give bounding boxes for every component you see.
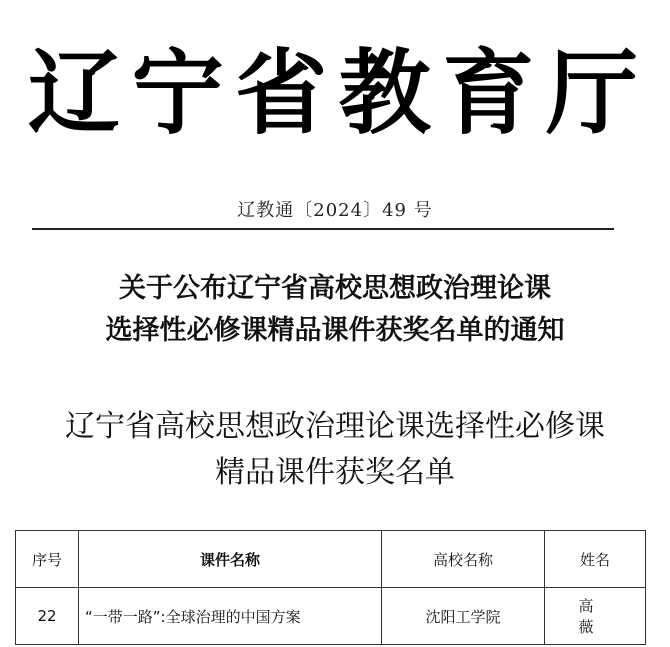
document-number: 辽教通〔2024〕49 号 (237, 200, 433, 221)
table-header-row (16, 531, 646, 588)
header-university: 高校名称 (382, 531, 545, 588)
header-index: 序号 (16, 531, 79, 588)
masthead-char: 教 (338, 39, 431, 147)
notice-title-line: 选择性必修课精品课件获奖名单的通知 (105, 315, 565, 346)
notice-title (0, 268, 670, 352)
header-name: 姓名 (545, 531, 646, 588)
header-divider (32, 228, 614, 230)
issuer-masthead (28, 38, 638, 148)
masthead-char: 厅 (545, 39, 638, 147)
notice-title-line: 关于公布辽宁省高校思想政治理论课 (119, 273, 551, 304)
list-title-line: 精品课件获奖名单 (215, 455, 455, 490)
masthead-char: 育 (442, 39, 535, 147)
masthead-char: 辽 (28, 39, 121, 147)
header-courseware: 课件名称 (79, 531, 382, 588)
cell-courseware: “一带一路”:全球治理的中国方案 (79, 588, 382, 645)
cell-name: 高 薇 (545, 588, 646, 645)
list-title (0, 404, 670, 496)
cell-index: 22 (16, 588, 79, 645)
masthead-char: 省 (235, 39, 328, 147)
table-row (16, 588, 646, 645)
award-table (15, 530, 646, 645)
masthead-char: 宁 (131, 39, 224, 147)
list-title-line: 辽宁省高校思想政治理论课选择性必修课 (65, 409, 605, 444)
cell-university: 沈阳工学院 (382, 588, 545, 645)
